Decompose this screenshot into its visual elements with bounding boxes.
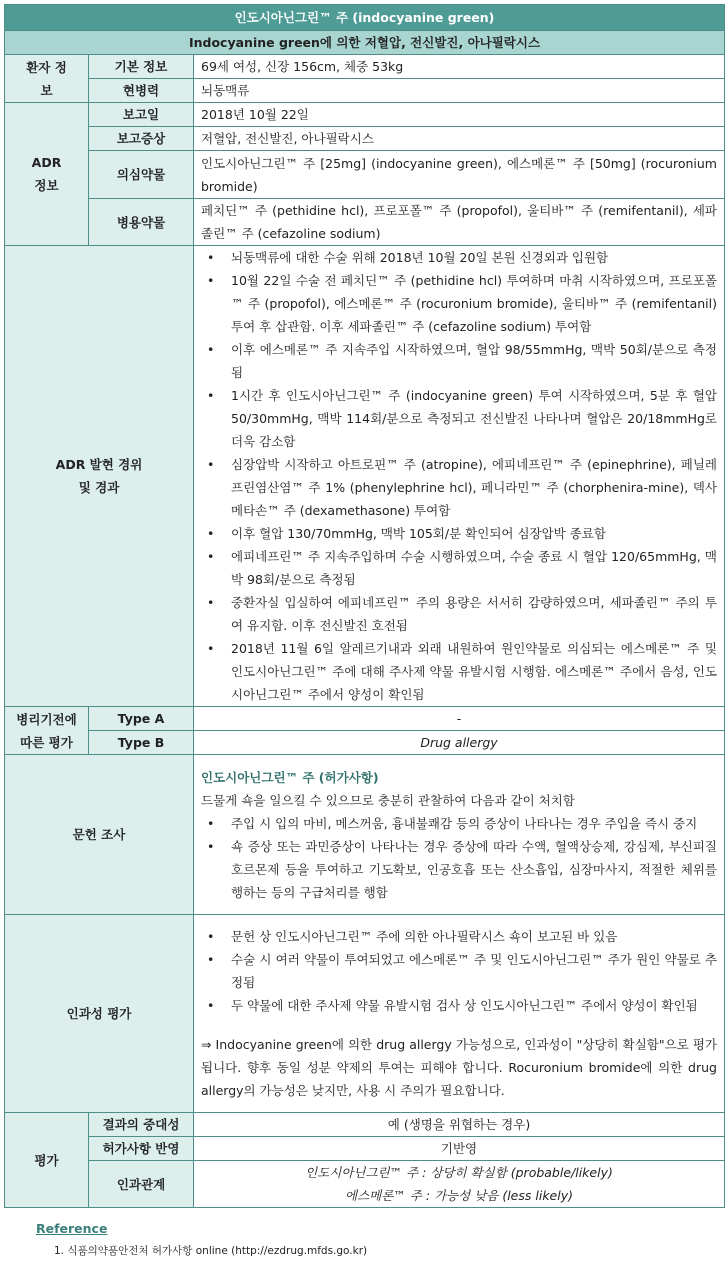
causality-label: 인과성 평가: [5, 915, 194, 1113]
symptoms-value: 저혈압, 전신발진, 아나필락시스: [194, 127, 725, 151]
symptoms-label: 보고증상: [89, 127, 194, 151]
suspect-drug-value: 인도시아닌그린™ 주 [25mg] (indocyanine green), 에스메론™ 주 [50mg] (rocuronium bromide): [194, 151, 725, 199]
adr-case-table: [4, 4, 725, 1208]
literature-label: 문헌 조사: [5, 755, 194, 915]
report-date-label: 보고일: [89, 103, 194, 127]
concomitant-drug-value: 페치딘™ 주 (pethidine hcl), 프로포폴™ 주 (propofol), 울티바™ 주 (remifentanil), 세파졸린™ 주 (cefazoline sodium): [194, 199, 725, 246]
causal-value-esmeron: 에스메론™ 주 : 가능성 낮음 (less likely): [345, 1188, 573, 1203]
course-label: ADR 발현 경위 및 경과: [5, 246, 194, 707]
adr-section-label: ADR 정보: [5, 103, 89, 246]
severity-label: 결과의 중대성: [89, 1113, 194, 1137]
document-subtitle: Indocyanine green에 의한 저혈압, 전신발진, 아나필락시스: [5, 31, 725, 55]
basic-info-value: 69세 여성, 신장 156cm, 체중 53kg: [194, 55, 725, 79]
suspect-drug-label: 의심약물: [89, 151, 194, 199]
list-item: • 주입 시 입의 마비, 메스꺼움, 흉내불쾌감 등의 증상이 나타나는 경우 주입을 즉시 중지: [201, 812, 717, 835]
list-item: • 에피네프린™ 주 지속주입하며 수술 시행하였으며, 수술 종료 시 혈압 120/65mmHg, 맥박 98회/분으로 측정됨: [201, 545, 717, 591]
literature-list: [201, 812, 717, 904]
concomitant-drug-label: 병용약물: [89, 199, 194, 246]
list-item: • 이후 혈압 130/70mmHg, 맥박 105회/분 확인되어 심장압박 종료함: [201, 522, 717, 545]
label-reflect-label: 허가사항 반영: [89, 1137, 194, 1161]
causal-relation-label: 인과관계: [89, 1161, 194, 1208]
evaluation-label: 평가: [5, 1113, 89, 1208]
history-value: 뇌동맥류: [194, 79, 725, 103]
history-label: 현병력: [89, 79, 194, 103]
type-b-value: Drug allergy: [194, 731, 725, 755]
course-list: [201, 246, 717, 706]
list-item: • 쇽 증상 또는 과민증상이 나타나는 경우 증상에 따라 수액, 혈액상승제, 강심제, 부신피질호르몬제 등을 투여하고 기도확보, 인공호흡 또는 산소흡입, 심장마사지, 적절한 체위를 행하는 등의 구급처리를 행함: [201, 835, 717, 904]
type-a-value: -: [194, 707, 725, 731]
list-item: • 뇌동맥류에 대한 수술 위해 2018년 10월 20일 본원 신경외과 입원함: [201, 246, 717, 269]
patient-section-label: 환자 정보: [5, 55, 89, 103]
causality-conclusion: ⇒ Indocyanine green에 의한 drug allergy 가능성으로, 인과성이 "상당히 확실함"으로 평가됩니다. 향후 동일 성분 약제의 투여는 피해야 합니다. Rocuronium bromide에 의한 drug allergy의 가능성은 낮지만, 사용 시 주의가 필요합니다.: [201, 1037, 717, 1098]
list-item: • 수술 시 여러 약물이 투여되었고 에스메론™ 주 및 인도시아닌그린™ 주가 원인 약물로 추정됨: [201, 948, 717, 994]
mechanism-label: 병리기전에 따른 평가: [5, 707, 89, 755]
list-item: • 심장압박 시작하고 아트로핀™ 주 (atropine), 에피네프린™ 주 (epinephrine), 페닐레프린염산염™ 주 1% (phenylephrine hcl), 페니라민™ 주 (chorphenira-mine), 덱사메타손™ 주 (dexamethasone) 투여함: [201, 453, 717, 522]
list-item: • 중환자실 입실하여 에피네프린™ 주의 용량은 서서히 감량하였으며, 세파졸린™ 주의 투여 유지함. 이후 전신발진 호전됨: [201, 591, 717, 637]
causality-list: [201, 925, 717, 1017]
causal-value-indocyanine: 인도시아닌그린™ 주 : 상당히 확실함 (probable/likely): [305, 1165, 613, 1180]
list-item: • 이후 에스메론™ 주 지속주입 시작하였으며, 혈압 98/55mmHg, 맥박 50회/분으로 측정됨: [201, 338, 717, 384]
list-item: • 2018년 11월 6일 알레르기내과 외래 내원하여 원인약물로 의심되는 에스메론™ 주 및 인도시아닌그린™ 주에 대해 주사제 약물 유발시험 시행함. 에스메론™ 주에서 음성, 인도시아닌그린™ 주에서 양성이 확인됨: [201, 637, 717, 706]
list-item: • 문헌 상 인도시아닌그린™ 주에 의한 아나필락시스 쇽이 보고된 바 있음: [201, 925, 717, 948]
type-b-label: Type B: [89, 731, 194, 755]
list-item: • 10월 22일 수술 전 페치딘™ 주 (pethidine hcl) 투여하며 마취 시작하였으며, 프로포폴™ 주 (propofol), 에스메론™ 주 (rocuronium bromide), 울티바™ 주 (remifentanil) 투여 후 삽관함. 이후 세파졸린™ 주 (cefazoline sodium) 투여함: [201, 269, 717, 338]
label-reflect-value: 기반영: [194, 1137, 725, 1161]
report-date-value: 2018년 10월 22일: [194, 103, 725, 127]
reference-item: 1. 식품의약품안전처 허가사항 online (http://ezdrug.mfds.go.kr): [54, 1245, 368, 1257]
literature-intro: 드물게 쇽을 일으킬 수 있으므로 충분히 관찰하여 다음과 같이 처치함: [201, 792, 575, 808]
list-item: • 두 약물에 대한 주사제 약물 유발시험 검사 상 인도시아닌그린™ 주에서 양성이 확인됨: [201, 994, 717, 1017]
document-title: 인도시아닌그린™ 주 (indocyanine green): [5, 5, 725, 31]
literature-heading: 인도시아닌그린™ 주 (허가사항): [201, 769, 379, 785]
severity-value: 예 (생명을 위협하는 경우): [194, 1113, 725, 1137]
list-item: • 1시간 후 인도시아닌그린™ 주 (indocyanine green) 투여 시작하였으며, 5분 후 혈압 50/30mmHg, 맥박 114회/분으로 측정되고 전신발진 나타나며 혈압은 20/18mmHg로 더욱 감소함: [201, 384, 717, 453]
reference-heading: Reference: [36, 1221, 108, 1236]
basic-info-label: 기본 정보: [89, 55, 194, 79]
type-a-label: Type A: [89, 707, 194, 731]
